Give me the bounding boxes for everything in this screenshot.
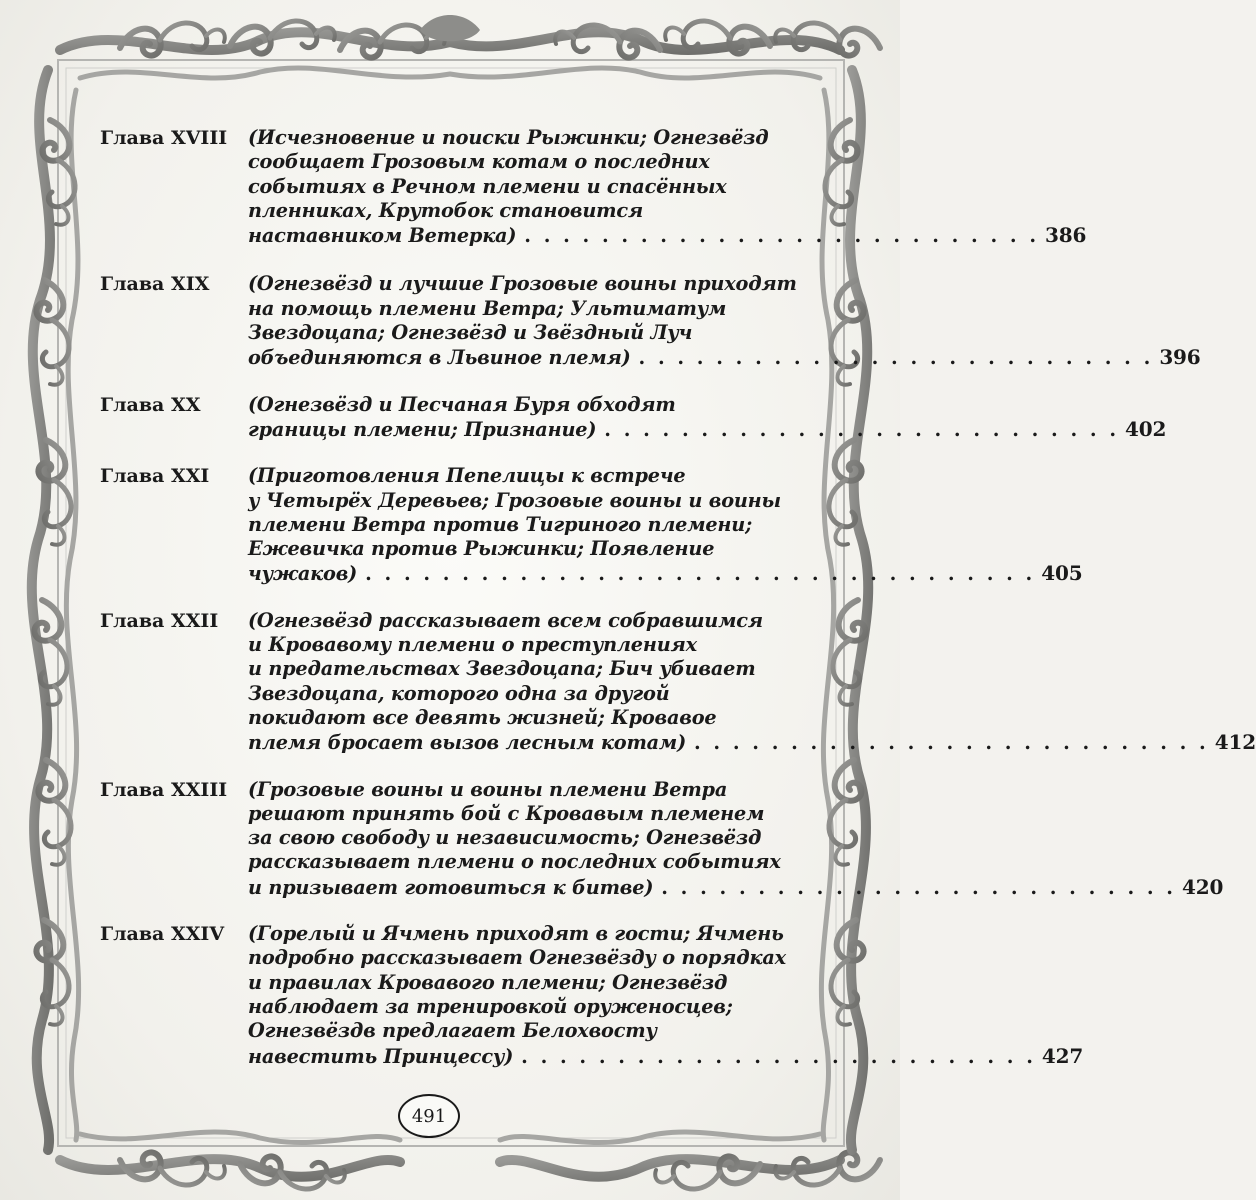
chapter-label: Глава XX — [100, 393, 201, 416]
description-line: (Огнезвёзд и лучшие Грозовые воины приходят — [248, 272, 797, 296]
description-line: подробно рассказывает Огнезвёзду о порядках — [248, 946, 786, 970]
description-line: (Огнезвёзд рассказывает всем собравшимся — [248, 608, 763, 632]
description-line: событиях в Речном племени и спасённых — [248, 174, 727, 198]
description-line: покидают все девять жизней; Кровавое — [248, 705, 717, 729]
description-line: за свою свободу и независимость; Огнезвёзд — [248, 826, 762, 850]
leader-dots: . . . . . . . . . . . . . . . . . . . . . . . . . . . — [638, 346, 1154, 370]
description-last-line — [248, 223, 1086, 248]
description-line: (Приготовления Пепелицы к встрече — [248, 464, 686, 488]
toc-entry — [100, 922, 1084, 1069]
description-line: сообщает Грозовым котам о последних — [248, 150, 710, 174]
description-line: племя бросает вызов лесным котам) — [248, 731, 686, 755]
chapter-description — [248, 393, 1166, 443]
description-line: границы племени; Признание) — [248, 417, 597, 441]
page-reference: 396 — [1159, 345, 1201, 370]
description-line: (Горелый и Ячмень приходят в гости; Ячмень — [248, 922, 784, 946]
toc-entry — [100, 464, 1083, 586]
description-line: решают принять бой с Кровавым племенем — [248, 801, 765, 825]
page-number-badge: 491 — [398, 1094, 460, 1138]
page-reference: 420 — [1182, 874, 1224, 899]
chapter-description — [248, 609, 1256, 756]
chapter-label: Глава XXIII — [100, 778, 228, 801]
top-ornament — [60, 15, 880, 78]
description-line: рассказывает племени о последних событиях — [248, 850, 781, 874]
chapter-label: Глава XVIII — [100, 127, 228, 149]
description-line: Огнезвёздв предлагает Белохвосту — [248, 1019, 657, 1043]
description-line: объединяются в Львиное племя) — [248, 346, 631, 370]
description-last-line — [248, 875, 1223, 900]
description-line: и правилах Кровавого племени; Огнезвёзд — [248, 970, 728, 994]
description-line: Ежевичка против Рыжинки; Появление — [248, 537, 715, 561]
toc-entry — [100, 392, 1167, 443]
description-last-line — [248, 345, 1200, 370]
description-line: чужаков) — [248, 562, 358, 586]
page-reference: 412 — [1214, 730, 1256, 755]
description-line: и призывает готовиться к битве) — [248, 875, 654, 899]
description-last-line — [248, 1044, 1083, 1069]
description-line: Звездоцапа; Огнезвёзд и Звёздный Луч — [248, 321, 693, 345]
description-line: наблюдает за тренировкой оруженосцев; — [248, 994, 733, 1018]
chapter-label: Глава XXII — [100, 609, 219, 632]
toc-entry — [100, 126, 1087, 248]
chapter-label: Глава XXIV — [100, 923, 225, 946]
chapter-description — [248, 126, 1086, 248]
toc-entry — [100, 608, 1256, 756]
chapter-label: Глава XIX — [100, 273, 210, 296]
toc-entry — [100, 777, 1224, 900]
leader-dots: . . . . . . . . . . . . . . . . . . . . . . . . . . . — [661, 875, 1177, 899]
page-reference: 405 — [1041, 561, 1083, 586]
bottom-ornament — [60, 1132, 880, 1189]
left-ornament — [32, 70, 79, 1150]
chapter-description — [248, 922, 1083, 1069]
page-reference: 386 — [1045, 223, 1087, 248]
leader-dots: . . . . . . . . . . . . . . . . . . . . . . . . . . . — [524, 224, 1040, 248]
description-last-line — [248, 417, 1166, 442]
chapter-description — [248, 464, 1082, 586]
page-reference: 427 — [1041, 1043, 1084, 1068]
description-line: (Исчезновение и поиски Рыжинки; Огнезвёзд — [248, 126, 769, 149]
description-line: Звездоцапа, которого одна за другой — [248, 681, 670, 705]
description-line: племени Ветра против Тигриного племени; — [248, 512, 753, 536]
description-line: пленниках, Крутобок становится — [248, 198, 644, 222]
description-line: у Четырёх Деревьев; Грозовые воины и воины — [248, 488, 781, 512]
description-line: и предательствах Звездоцапа; Бич убивает — [248, 657, 756, 681]
description-line: на помощь племени Ветра; Ультиматум — [248, 296, 727, 320]
leader-dots: . . . . . . . . . . . . . . . . . . . . . . . . . . . — [604, 417, 1120, 441]
leader-dots: . . . . . . . . . . . . . . . . . . . . . . . . . . . — [521, 1044, 1036, 1068]
toc-entry — [100, 272, 1201, 370]
description-last-line — [248, 730, 1256, 755]
page-reference: 402 — [1125, 416, 1167, 441]
leader-dots: . . . . . . . . . . . . . . . . . . . . . . . . . . . — [694, 731, 1209, 755]
table-of-contents — [100, 126, 1256, 1069]
description-line: (Грозовые воины и воины племени Ветра — [248, 777, 728, 801]
chapter-description — [248, 272, 1200, 370]
description-line: навестить Принцессу) — [248, 1044, 514, 1068]
description-line: наставником Ветерка) — [248, 224, 517, 248]
chapter-label: Глава XXI — [100, 465, 210, 488]
chapter-description — [248, 778, 1223, 900]
description-last-line — [248, 561, 1082, 586]
description-line: и Кровавому племени о преступлениях — [248, 633, 697, 657]
description-line: (Огнезвёзд и Песчаная Буря обходят — [248, 392, 676, 416]
leader-dots: . . . . . . . . . . . . . . . . . . . . . . . . . . . . . . . . . . . — [365, 562, 1036, 586]
